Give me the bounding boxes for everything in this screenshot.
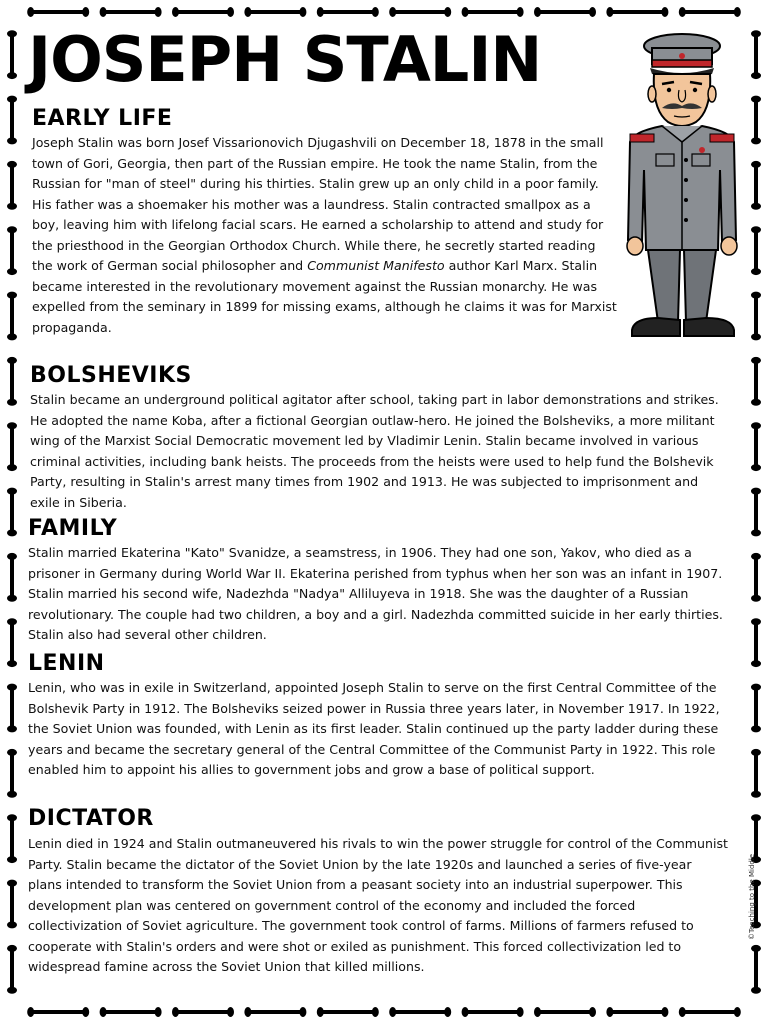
section-text-family: Stalin married Ekaterina "Kato" Svanidze, a seamstress, in 1906. They had one son, Yakov, who died as a prisoner in Germany during World War II. Ekaterina perished from typhus when her son was an infant in 1907. Stalin married his second wife, Nadezhda "Nadya" Alliluyeva in 1918. She was the daughter of a Russian revolutionary. The couple had two children, a boy and a girl. Nadezhda committed suicide in her early thirties. Stalin also had several other children.: [28, 545, 723, 642]
section-heading-family: FAMILY: [28, 516, 118, 541]
section-text-dictator: Lenin died in 1924 and Stalin outmaneuvered his rivals to win the power struggle for control of the Communist Party. Stalin became the dictator of the Soviet Union by the late 1920s and launched a series of five-year plans intended to transform the Soviet Union from a peasant society into an industrial superpower. This development plan was centered on government control of the economy and included the forced collectivization of Soviet agriculture. The government took control of farms. Millions of farmers refused to cooperate with Stalin's orders and were shot or exiled as punishment. This forced collectivization led to widespread famine across the Soviet Union that killed millions.: [28, 836, 728, 974]
copyright-credit: ©Teaching to the Middle: [748, 853, 756, 940]
section-heading-dictator: DICTATOR: [28, 806, 154, 831]
section-text-lenin: Lenin, who was in exile in Switzerland, appointed Joseph Stalin to serve on the first Central Committee of the Bolshevik Party in 1912. The Bolsheviks seized power in Russia three years later, in November 1917. In 1922, the Soviet Union was founded, with Lenin as its first leader. Stalin continued up the party ladder during these years and became the secretary general of the Central Committee of the Communist Party in 1922. This role enabled him to appoint his allies to government jobs and grow a base of political support.: [28, 680, 720, 777]
section-text-bolsheviks: Stalin became an underground political agitator after school, taking part in labor demonstrations and strikes. He adopted the name Koba, after a fictional Georgian outlaw-hero. He joined the Bolsheviks, a more militant wing of the Marxist Social Democratic movement led by Vladimir Lenin. Stalin became involved in various criminal activities, including bank heists. The proceeds from the heists were used to help fund the Bolshevik Party, resulting in Stalin's arrest many times from 1902 and 1913. He was subjected to imprisonment and exile in Siberia.: [30, 392, 719, 510]
early-life-text-part2: author Karl Marx. Stalin became interested in the revolutionary movement against the Russian monarchy. He was expelled from the seminary in 1899 for missing exams, although he claims it was for Marxist propaganda.: [32, 258, 617, 335]
section-heading-lenin: LENIN: [28, 651, 105, 676]
communist-manifesto-title: Communist Manifesto: [307, 258, 445, 273]
section-heading-early-life: EARLY LIFE: [32, 106, 173, 131]
stalin-illustration: [622, 30, 742, 348]
section-text-early-life: [32, 133, 618, 338]
early-life-text-part1: Joseph Stalin was born Josef Vissarionovich Djugashvili on December 18, 1878 in the small town of Gori, Georgia, then part of the Russian empire. He took the name Stalin, from the Russian for "man of steel" during his thirties. Stalin grew up an only child in a poor family. His father was a shoemaker his mother was a laundress. Stalin contracted smallpox as a boy, leaving him with lifelong facial scars. He earned a scholarship to attend and study for the priesthood in the Georgian Orthodox Church. While there, he secretly started reading the work of German social philosopher and: [32, 135, 604, 273]
page-title: JOSEPH STALIN: [28, 23, 542, 96]
section-heading-bolsheviks: BOLSHEVIKS: [30, 363, 192, 388]
